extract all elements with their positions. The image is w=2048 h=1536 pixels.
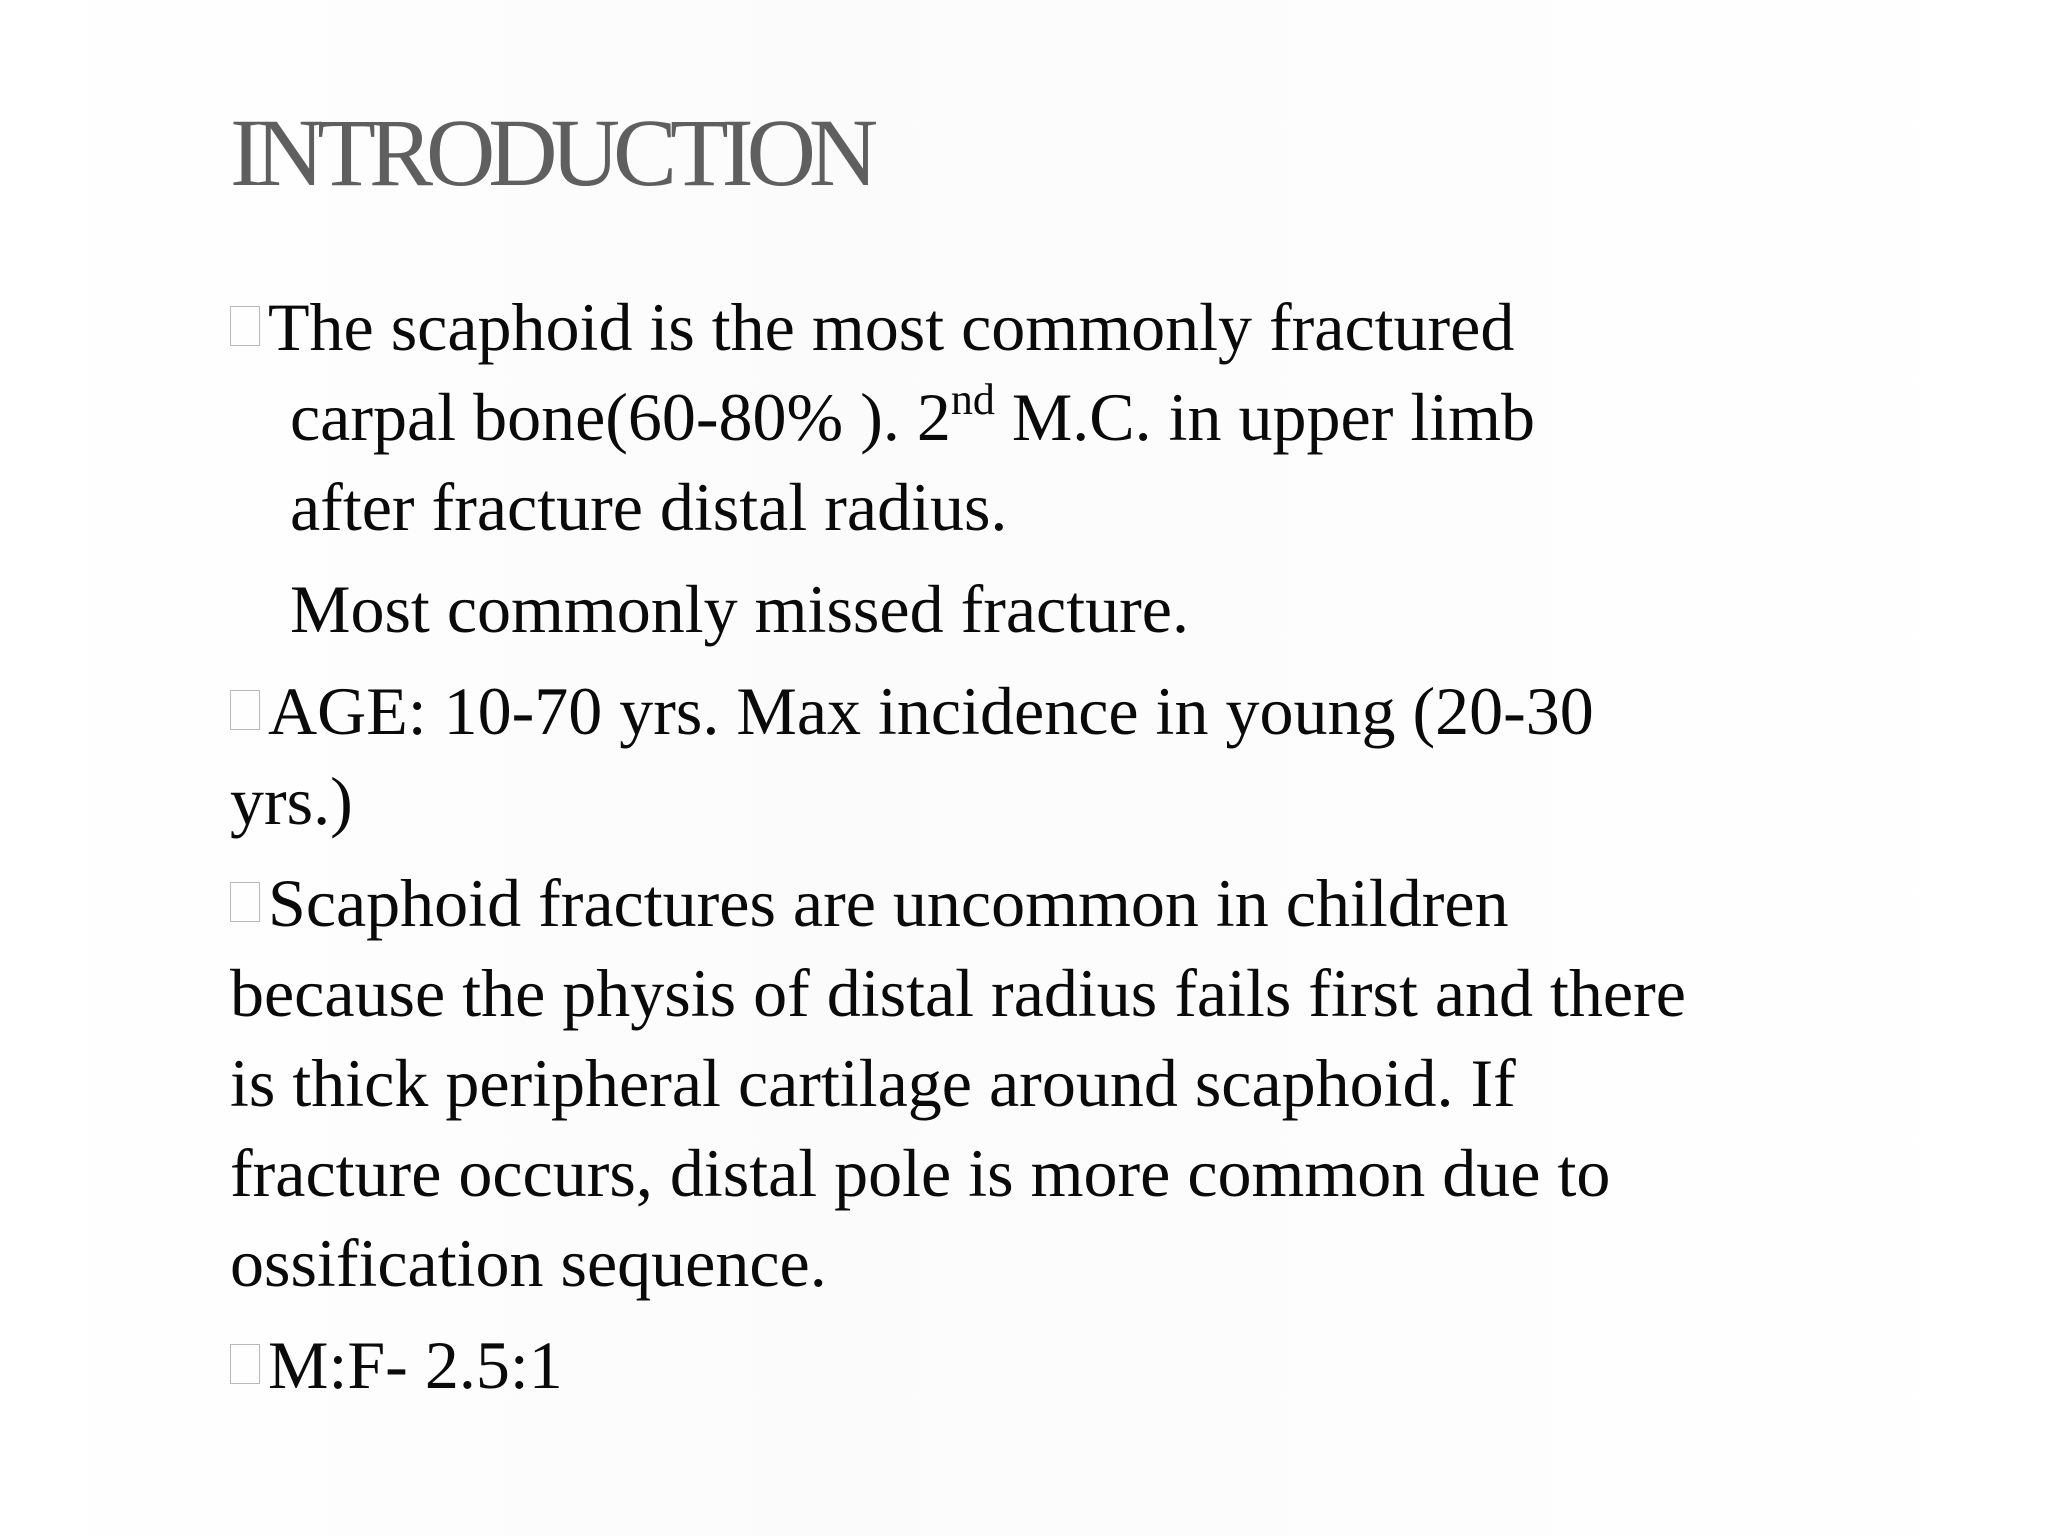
slide-body [230, 282, 1850, 1422]
bullet-text-line: Most commonly missed fracture. [290, 571, 1189, 647]
bullet-box-icon [230, 306, 260, 346]
bullet-age [230, 666, 1850, 846]
bullet-sex-ratio [230, 1320, 1850, 1410]
bullet-text-line: because the physis of distal radius fails first and there [230, 955, 1686, 1031]
slide-title: INTRODUCTION [230, 99, 872, 206]
bullet-text-line: AGE: 10-70 yrs. Max incidence in young (20-30 [268, 673, 1594, 749]
bullet-continuation [230, 564, 1850, 654]
bullet-text-line: is thick peripheral cartilage around scaphoid. If [230, 1045, 1516, 1121]
bullet-text-line: ossification sequence. [230, 1225, 827, 1301]
bullet-text-line: Scaphoid fractures are uncommon in children [268, 865, 1509, 941]
bullet-scaphoid-frequency [230, 282, 1850, 552]
bullet-box-icon [230, 882, 260, 922]
bullet-children [230, 858, 1850, 1308]
bullet-text-line: after fracture distal radius. [290, 469, 1008, 545]
bullet-text-fragment: M.C. in upper limb [994, 379, 1536, 455]
bullet-text-line [230, 372, 1850, 462]
bullet-text-line: M:F- 2.5:1 [268, 1327, 563, 1403]
ordinal-superscript: nd [950, 375, 995, 424]
bullet-text-fragment: carpal bone(60-80% ). 2 [290, 379, 951, 455]
bullet-text-line: The scaphoid is the most commonly fractured [268, 289, 1515, 365]
bullet-text-line: yrs.) [230, 763, 353, 839]
bullet-box-icon [230, 690, 260, 730]
bullet-text-line: fracture occurs, distal pole is more common due to [230, 1135, 1611, 1211]
bullet-box-icon [230, 1344, 260, 1384]
